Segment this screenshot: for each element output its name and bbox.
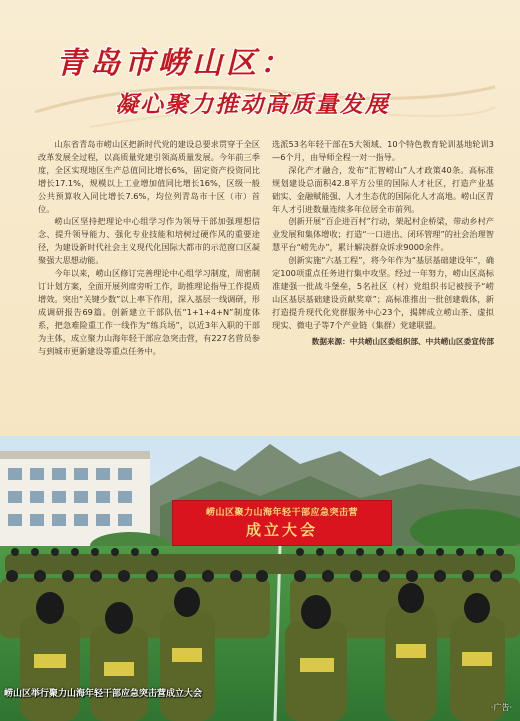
photo-caption: 崂山区举行聚力山海年轻干部应急突击营成立大会 [4, 689, 203, 699]
paragraph: 崂山区坚持把理论中心组学习作为领导干部加强理想信念、提升领导能力、强化专业技能和培树过硬作风的重要途径，为建设新时代社会主义现代化国际大都市的示范窗口区凝聚强大思想动能。 [38, 216, 260, 266]
data-source-note: 数据来源：中共崂山区委组织部、中共崂山区委宣传部 [311, 336, 494, 346]
advertisement-label: ·广告· [490, 703, 512, 712]
article-column-right [272, 138, 494, 436]
paragraph: 深化产才融合，发布“汇智崂山”人才政策40条。高标准规划建设总面积42.8平方公里的国际人才社区，打造产业基础实、金融赋能强、人才生态优的国际化人才高地。崂山区青年人才引进数量连续多年位居全市前列。 [272, 164, 494, 214]
paragraph: 今年以来，崂山区修订完善理论中心组学习制度，周密制订计划方案，全面开展列席旁听工作，助推理论指导工作提质增效。突出“关键少数”以上率下作用，深入基层一线调研，形成调研报告69篇。创新建立干部队伍“1+1+4+N”制度体系，把急难险重工作一线作为“练兵场”，以近3年入职的干部为主体，成立聚力山海年轻干部应急突击营，有227名营员参与到城市更新建设等重点任务中。 [38, 268, 260, 356]
banner-subtitle: 崂山区聚力山海年轻干部应急突击营 [205, 508, 358, 518]
paragraph: 创新实施“六基工程”，将今年作为“基层基础建设年”，确定100项重点任务进行集中攻坚。经过一年努力，崂山区高标准建强一批战斗堡垒，5名社区（村）党组织书记被授予“崂山区基层基础建设贡献奖章”；高标准推出一批创建载体，新打造提升现代化党群服务中心23个，揭牌成立崂山茶、虚拟现实、微电子等7个产业链（集群）党建联盟。 [272, 255, 494, 330]
paragraph: 山东省青岛市崂山区把新时代党的建设总要求贯穿于全区改革发展全过程，以高质量党建引领高质量发展。今年前三季度，全区实现地区生产总值同比增长6%，固定资产投资同比增长17.1%，规模以上工业增加值同比增长16%，区级一般公共预算收入同比增长7.6%，均位列青岛市十区（市）首位。 [38, 139, 260, 214]
event-photo [0, 436, 520, 721]
paragraph: 选派53名年轻干部在5大领域、10个特色教育轮训基地轮训3—6个月，由导师全程一对一指导。 [272, 139, 494, 162]
banner-title: 成立大会 [245, 521, 318, 539]
article-column-left [38, 138, 260, 436]
stage-banner [172, 500, 392, 546]
paragraph: 创新开展“百企进百村”行动，架起村企桥梁，带动乡村产业发展和集体增收；打造“一口进出、闭环管理”的社会治理智慧平台“崂先办”，累计解决群众诉求9000余件。 [272, 216, 494, 253]
page-subtitle: 凝心聚力推动高质量发展 [115, 92, 390, 118]
article-body [38, 138, 494, 436]
photo-illustration [0, 436, 520, 721]
page-title: 青岛市崂山区： [56, 46, 294, 81]
